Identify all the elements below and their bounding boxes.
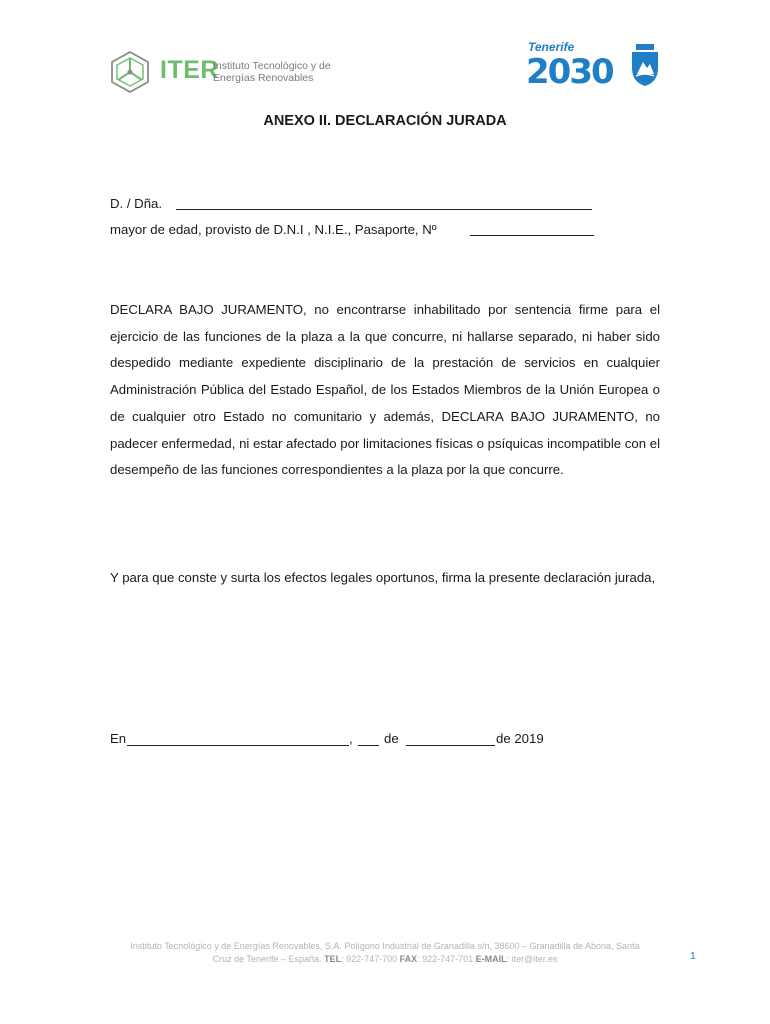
day-blank-line[interactable] [358,745,379,746]
name-blank-line[interactable] [176,209,592,210]
iter-subtitle [213,60,331,84]
closing-paragraph: Y para que conste y surta los efectos legales oportunos, firma la presente declaración jurada, [110,570,656,585]
document-title: ANEXO II. DECLARACIÓN JURADA [263,113,507,129]
page-number: 1 [690,950,696,962]
name-label: D. / Dña. [110,196,163,211]
de-label: de [384,731,399,746]
place-label: En [110,731,127,746]
id-label: mayor de edad, provisto de D.N.I , N.I.E., Pasaporte, Nº [110,222,437,237]
footer-tel-label: TEL [324,954,342,964]
tenerife-2030-logo [526,40,616,98]
footer-fax: : 922-747-701 [417,954,476,964]
iter-logo [108,50,338,96]
footer-address [110,940,660,966]
footer-location: Cruz de Tenerife – España. [212,954,325,964]
place-comma: , [349,731,353,746]
id-number-blank-line[interactable] [470,235,594,236]
month-blank-line[interactable] [406,745,495,746]
cabildo-shield-icon [630,44,660,86]
tenerife-wordmark: Tenerife [528,40,575,54]
iter-wordmark: ITER [160,56,219,84]
iter-emblem-icon [108,50,152,94]
declaration-paragraph: DECLARA BAJO JURAMENTO, no encontrarse inhabilitado por sentencia firme para el ejercicio de las funciones de la plaza a la que concurre, ni hallarse separado, ni haber sido despedido mediante expediente disciplinario de la prestación de servicios en cualquier Administración Pública del Estado Español, de los Estados Miembros de la Unión Europea o de cualquier otro Estado no comunitario y además, DECLARA BAJO JURAMENTO, no padecer enfermedad, ni estar afectado por limitaciones físicas o psíquicas incompatible con el desempeño de las funciones correspondientes a la plaza por la que concurre. [110,302,660,478]
place-blank-line[interactable] [127,745,349,746]
footer-line2 [110,953,660,966]
iter-subtitle-line1: Instituto Tecnológico y de [213,60,331,72]
iter-subtitle-line2: Energías Renovables [213,72,314,84]
footer-line1: Instituto Tecnológico y de Energías Renovables, S.A. Polígono Industrial de Granadilla s/n, 38600 – Granadilla de Abona, Santa [130,941,640,951]
footer-tel: : 922-747-700 [341,954,400,964]
year-label: de 2019 [496,731,544,746]
footer-email-label: E-MAIL [475,954,507,964]
footer-email: : iter@iter.es [506,954,558,964]
footer-fax-label: FAX [399,954,418,964]
tenerife-year: 2030 [526,52,613,92]
